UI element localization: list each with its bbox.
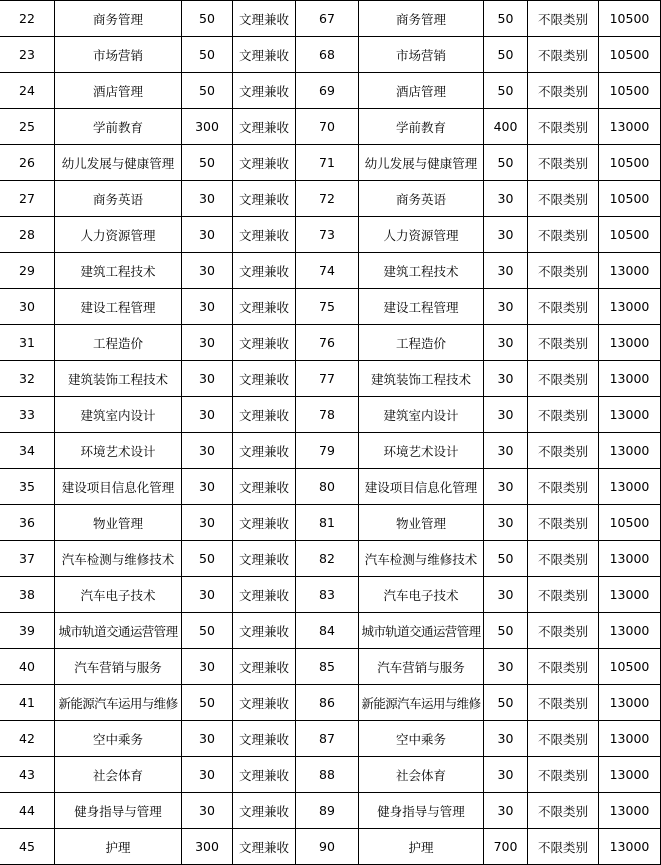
major-name-2-cell: 环境艺术设计 (359, 433, 484, 469)
category-requirement-cell: 不限类别 (528, 721, 599, 757)
quota-2-cell: 30 (484, 325, 528, 361)
subject-requirement-cell: 文理兼收 (233, 721, 296, 757)
category-requirement-cell: 不限类别 (528, 541, 599, 577)
major-name-cell: 健身指导与管理 (55, 793, 182, 829)
row-number-2-cell: 78 (296, 397, 359, 433)
category-requirement-cell: 不限类别 (528, 73, 599, 109)
row-number-2-cell: 67 (296, 1, 359, 37)
row-number-2-cell: 84 (296, 613, 359, 649)
subject-requirement-cell: 文理兼收 (233, 757, 296, 793)
quota-cell: 30 (182, 397, 233, 433)
quota-2-cell: 30 (484, 721, 528, 757)
row-number-2-cell: 71 (296, 145, 359, 181)
quota-cell: 30 (182, 289, 233, 325)
major-name-2-cell: 城市轨道交通运营管理 (359, 613, 484, 649)
quota-2-cell: 30 (484, 181, 528, 217)
tuition-cell: 13000 (599, 577, 661, 613)
subject-requirement-cell: 文理兼收 (233, 469, 296, 505)
category-requirement-cell: 不限类别 (528, 253, 599, 289)
row-number-cell: 38 (0, 577, 55, 613)
category-requirement-cell: 不限类别 (528, 1, 599, 37)
major-name-cell: 建筑室内设计 (55, 397, 182, 433)
major-name-2-cell: 建设工程管理 (359, 289, 484, 325)
tuition-cell: 13000 (599, 685, 661, 721)
major-name-cell: 汽车电子技术 (55, 577, 182, 613)
table-row (0, 1, 661, 37)
major-name-2-cell: 汽车检测与维修技术 (359, 541, 484, 577)
quota-cell: 30 (182, 181, 233, 217)
major-name-cell: 酒店管理 (55, 73, 182, 109)
quota-2-cell: 30 (484, 217, 528, 253)
row-number-cell: 24 (0, 73, 55, 109)
quota-cell: 30 (182, 757, 233, 793)
major-name-cell: 人力资源管理 (55, 217, 182, 253)
category-requirement-cell: 不限类别 (528, 181, 599, 217)
subject-requirement-cell: 文理兼收 (233, 613, 296, 649)
major-name-cell: 工程造价 (55, 325, 182, 361)
quota-cell: 30 (182, 469, 233, 505)
row-number-cell: 25 (0, 109, 55, 145)
table-row (0, 541, 661, 577)
tuition-cell: 13000 (599, 361, 661, 397)
quota-2-cell: 30 (484, 757, 528, 793)
table-row (0, 289, 661, 325)
quota-2-cell: 50 (484, 613, 528, 649)
major-name-cell: 城市轨道交通运营管理 (55, 613, 182, 649)
subject-requirement-cell: 文理兼收 (233, 577, 296, 613)
category-requirement-cell: 不限类别 (528, 577, 599, 613)
table-row (0, 145, 661, 181)
row-number-cell: 33 (0, 397, 55, 433)
quota-cell: 30 (182, 793, 233, 829)
quota-cell: 30 (182, 649, 233, 685)
category-requirement-cell: 不限类别 (528, 469, 599, 505)
major-name-2-cell: 空中乘务 (359, 721, 484, 757)
subject-requirement-cell: 文理兼收 (233, 361, 296, 397)
tuition-cell: 13000 (599, 397, 661, 433)
row-number-cell: 36 (0, 505, 55, 541)
quota-2-cell: 30 (484, 397, 528, 433)
category-requirement-cell: 不限类别 (528, 397, 599, 433)
major-name-2-cell: 社会体育 (359, 757, 484, 793)
major-name-2-cell: 建筑室内设计 (359, 397, 484, 433)
tuition-cell: 10500 (599, 181, 661, 217)
table-row (0, 433, 661, 469)
tuition-cell: 13000 (599, 613, 661, 649)
quota-2-cell: 50 (484, 1, 528, 37)
category-requirement-cell: 不限类别 (528, 145, 599, 181)
table-row (0, 721, 661, 757)
tuition-cell: 10500 (599, 217, 661, 253)
tuition-cell: 13000 (599, 253, 661, 289)
quota-2-cell: 30 (484, 361, 528, 397)
table-row (0, 757, 661, 793)
row-number-2-cell: 89 (296, 793, 359, 829)
quota-cell: 50 (182, 73, 233, 109)
major-name-cell: 新能源汽车运用与维修 (55, 685, 182, 721)
row-number-cell: 34 (0, 433, 55, 469)
row-number-2-cell: 72 (296, 181, 359, 217)
row-number-cell: 26 (0, 145, 55, 181)
quota-cell: 50 (182, 145, 233, 181)
row-number-cell: 28 (0, 217, 55, 253)
quota-2-cell: 30 (484, 793, 528, 829)
category-requirement-cell: 不限类别 (528, 37, 599, 73)
tuition-cell: 13000 (599, 109, 661, 145)
major-name-cell: 建筑工程技术 (55, 253, 182, 289)
tuition-cell: 10500 (599, 649, 661, 685)
major-name-2-cell: 商务英语 (359, 181, 484, 217)
category-requirement-cell: 不限类别 (528, 325, 599, 361)
row-number-cell: 32 (0, 361, 55, 397)
subject-requirement-cell: 文理兼收 (233, 433, 296, 469)
table-row (0, 829, 661, 865)
quota-cell: 300 (182, 829, 233, 865)
major-name-cell: 商务管理 (55, 1, 182, 37)
major-name-2-cell: 新能源汽车运用与维修 (359, 685, 484, 721)
row-number-2-cell: 82 (296, 541, 359, 577)
major-name-2-cell: 工程造价 (359, 325, 484, 361)
category-requirement-cell: 不限类别 (528, 793, 599, 829)
major-name-2-cell: 汽车营销与服务 (359, 649, 484, 685)
quota-cell: 30 (182, 433, 233, 469)
quota-cell: 30 (182, 217, 233, 253)
tuition-cell: 10500 (599, 73, 661, 109)
table-row (0, 613, 661, 649)
major-name-cell: 汽车检测与维修技术 (55, 541, 182, 577)
table-row (0, 73, 661, 109)
tuition-cell: 13000 (599, 289, 661, 325)
row-number-2-cell: 81 (296, 505, 359, 541)
row-number-cell: 39 (0, 613, 55, 649)
subject-requirement-cell: 文理兼收 (233, 541, 296, 577)
category-requirement-cell: 不限类别 (528, 685, 599, 721)
row-number-2-cell: 73 (296, 217, 359, 253)
quota-cell: 30 (182, 361, 233, 397)
major-name-cell: 护理 (55, 829, 182, 865)
quota-2-cell: 50 (484, 37, 528, 73)
quota-2-cell: 700 (484, 829, 528, 865)
quota-2-cell: 30 (484, 469, 528, 505)
category-requirement-cell: 不限类别 (528, 109, 599, 145)
tuition-cell: 13000 (599, 541, 661, 577)
quota-cell: 30 (182, 577, 233, 613)
major-name-2-cell: 物业管理 (359, 505, 484, 541)
row-number-2-cell: 77 (296, 361, 359, 397)
quota-cell: 50 (182, 1, 233, 37)
major-name-2-cell: 护理 (359, 829, 484, 865)
table-row (0, 685, 661, 721)
row-number-2-cell: 70 (296, 109, 359, 145)
table-row (0, 217, 661, 253)
row-number-cell: 42 (0, 721, 55, 757)
tuition-cell: 10500 (599, 505, 661, 541)
subject-requirement-cell: 文理兼收 (233, 289, 296, 325)
table-row (0, 361, 661, 397)
major-name-cell: 幼儿发展与健康管理 (55, 145, 182, 181)
quota-2-cell: 30 (484, 253, 528, 289)
major-name-cell: 汽车营销与服务 (55, 649, 182, 685)
quota-2-cell: 50 (484, 73, 528, 109)
tuition-cell: 13000 (599, 793, 661, 829)
tuition-cell: 13000 (599, 721, 661, 757)
row-number-cell: 40 (0, 649, 55, 685)
row-number-2-cell: 85 (296, 649, 359, 685)
quota-2-cell: 30 (484, 433, 528, 469)
row-number-2-cell: 68 (296, 37, 359, 73)
quota-cell: 30 (182, 253, 233, 289)
subject-requirement-cell: 文理兼收 (233, 109, 296, 145)
major-name-cell: 商务英语 (55, 181, 182, 217)
major-name-cell: 物业管理 (55, 505, 182, 541)
subject-requirement-cell: 文理兼收 (233, 181, 296, 217)
row-number-2-cell: 86 (296, 685, 359, 721)
row-number-cell: 45 (0, 829, 55, 865)
subject-requirement-cell: 文理兼收 (233, 253, 296, 289)
subject-requirement-cell: 文理兼收 (233, 649, 296, 685)
table-row (0, 469, 661, 505)
row-number-cell: 41 (0, 685, 55, 721)
quota-2-cell: 30 (484, 289, 528, 325)
row-number-cell: 37 (0, 541, 55, 577)
subject-requirement-cell: 文理兼收 (233, 685, 296, 721)
major-name-2-cell: 健身指导与管理 (359, 793, 484, 829)
tuition-cell: 10500 (599, 145, 661, 181)
subject-requirement-cell: 文理兼收 (233, 217, 296, 253)
quota-cell: 30 (182, 721, 233, 757)
tuition-cell: 13000 (599, 433, 661, 469)
row-number-cell: 30 (0, 289, 55, 325)
major-name-cell: 环境艺术设计 (55, 433, 182, 469)
major-name-cell: 学前教育 (55, 109, 182, 145)
major-name-2-cell: 建筑装饰工程技术 (359, 361, 484, 397)
row-number-cell: 22 (0, 1, 55, 37)
quota-cell: 50 (182, 541, 233, 577)
category-requirement-cell: 不限类别 (528, 433, 599, 469)
row-number-cell: 27 (0, 181, 55, 217)
table-row (0, 577, 661, 613)
major-name-2-cell: 汽车电子技术 (359, 577, 484, 613)
row-number-cell: 23 (0, 37, 55, 73)
row-number-2-cell: 79 (296, 433, 359, 469)
tuition-cell: 10500 (599, 37, 661, 73)
category-requirement-cell: 不限类别 (528, 829, 599, 865)
major-name-2-cell: 酒店管理 (359, 73, 484, 109)
quota-2-cell: 50 (484, 685, 528, 721)
row-number-2-cell: 87 (296, 721, 359, 757)
category-requirement-cell: 不限类别 (528, 613, 599, 649)
major-name-cell: 市场营销 (55, 37, 182, 73)
row-number-cell: 29 (0, 253, 55, 289)
quota-cell: 50 (182, 613, 233, 649)
major-name-2-cell: 建设项目信息化管理 (359, 469, 484, 505)
quota-2-cell: 30 (484, 505, 528, 541)
major-name-2-cell: 建筑工程技术 (359, 253, 484, 289)
subject-requirement-cell: 文理兼收 (233, 1, 296, 37)
quota-2-cell: 50 (484, 541, 528, 577)
table-row (0, 253, 661, 289)
quota-cell: 300 (182, 109, 233, 145)
quota-cell: 50 (182, 37, 233, 73)
subject-requirement-cell: 文理兼收 (233, 37, 296, 73)
quota-2-cell: 400 (484, 109, 528, 145)
table-row (0, 109, 661, 145)
subject-requirement-cell: 文理兼收 (233, 325, 296, 361)
quota-cell: 30 (182, 505, 233, 541)
subject-requirement-cell: 文理兼收 (233, 145, 296, 181)
table-row (0, 649, 661, 685)
major-name-cell: 建设工程管理 (55, 289, 182, 325)
table-row (0, 181, 661, 217)
row-number-2-cell: 75 (296, 289, 359, 325)
table-row (0, 793, 661, 829)
major-name-2-cell: 人力资源管理 (359, 217, 484, 253)
major-name-cell: 空中乘务 (55, 721, 182, 757)
row-number-2-cell: 90 (296, 829, 359, 865)
quota-2-cell: 50 (484, 145, 528, 181)
row-number-2-cell: 83 (296, 577, 359, 613)
quota-cell: 50 (182, 685, 233, 721)
table-row (0, 505, 661, 541)
subject-requirement-cell: 文理兼收 (233, 73, 296, 109)
quota-cell: 30 (182, 325, 233, 361)
category-requirement-cell: 不限类别 (528, 217, 599, 253)
row-number-cell: 31 (0, 325, 55, 361)
subject-requirement-cell: 文理兼收 (233, 505, 296, 541)
major-name-2-cell: 市场营销 (359, 37, 484, 73)
quota-2-cell: 30 (484, 577, 528, 613)
row-number-cell: 44 (0, 793, 55, 829)
row-number-2-cell: 74 (296, 253, 359, 289)
table-row (0, 397, 661, 433)
row-number-2-cell: 88 (296, 757, 359, 793)
table-row (0, 325, 661, 361)
category-requirement-cell: 不限类别 (528, 649, 599, 685)
row-number-2-cell: 80 (296, 469, 359, 505)
major-name-cell: 建筑装饰工程技术 (55, 361, 182, 397)
subject-requirement-cell: 文理兼收 (233, 829, 296, 865)
major-name-cell: 建设项目信息化管理 (55, 469, 182, 505)
major-name-2-cell: 幼儿发展与健康管理 (359, 145, 484, 181)
tuition-cell: 13000 (599, 469, 661, 505)
tuition-cell: 13000 (599, 757, 661, 793)
row-number-cell: 35 (0, 469, 55, 505)
major-name-cell: 社会体育 (55, 757, 182, 793)
major-name-2-cell: 学前教育 (359, 109, 484, 145)
tuition-cell: 10500 (599, 1, 661, 37)
subject-requirement-cell: 文理兼收 (233, 793, 296, 829)
row-number-cell: 43 (0, 757, 55, 793)
tuition-cell: 13000 (599, 325, 661, 361)
quota-2-cell: 30 (484, 649, 528, 685)
tuition-cell: 13000 (599, 829, 661, 865)
category-requirement-cell: 不限类别 (528, 505, 599, 541)
major-name-2-cell: 商务管理 (359, 1, 484, 37)
subject-requirement-cell: 文理兼收 (233, 397, 296, 433)
category-requirement-cell: 不限类别 (528, 361, 599, 397)
category-requirement-cell: 不限类别 (528, 757, 599, 793)
table-row (0, 37, 661, 73)
category-requirement-cell: 不限类别 (528, 289, 599, 325)
row-number-2-cell: 76 (296, 325, 359, 361)
row-number-2-cell: 69 (296, 73, 359, 109)
